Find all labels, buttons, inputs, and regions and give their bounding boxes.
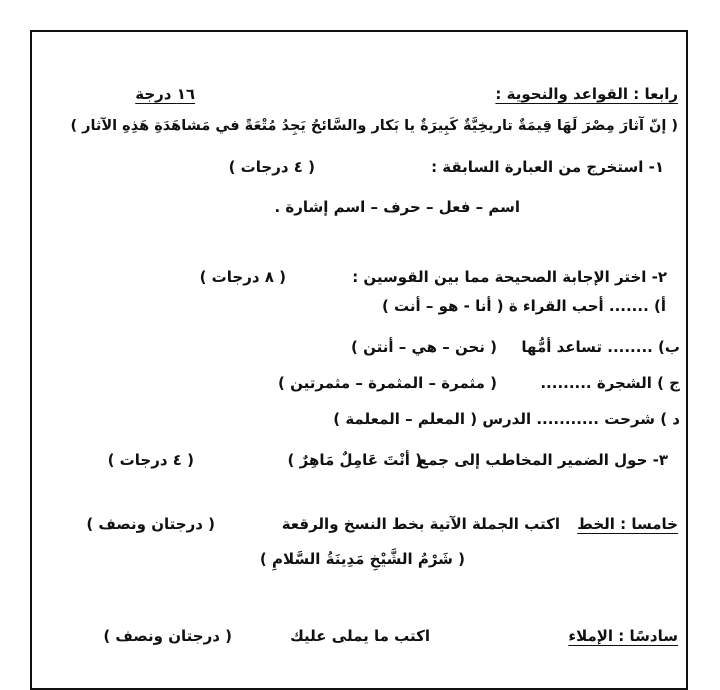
section5-marks: ( درجتان ونصف ) [86, 515, 215, 533]
section5-sentence: ( شَرْمُ الشَّيْخِ مَدِينَةُ السَّلامِ ) [259, 550, 465, 568]
passage: ( إنّ آثارَ مِصْرَ لَهَا قِيمَةٌ تاريخِيَّةٌ كَبِيرَةٌ يا بَكار والسَّائحُ يَجِدُ مُتْعَةً في مَشاهَدَةِ هَذِهِ الآثار ) [70, 118, 678, 134]
q3-text: ٣- حول الضمير المخاطب إلى جمع [417, 451, 668, 469]
section6-marks: ( درجتان ونصف ) [103, 627, 232, 645]
section4-title: رابعا : القواعد والنحوية : [495, 85, 678, 103]
q1-marks: ( ٤ درجات ) [228, 158, 315, 176]
section4-marks: ١٦ درجة [135, 85, 195, 103]
q2-marks: ( ٨ درجات ) [199, 268, 286, 286]
q1-text: ١- استخرج من العبارة السابقة : [431, 158, 664, 176]
q2-a: أ) ....... أحب القراء ة ( أنا - هو – أنت ) [381, 297, 666, 315]
q2-b-options: ( نحن – هي – أنتن ) [351, 338, 497, 356]
q2-d: د ) شرحت ........... الدرس ( المعلم – المعلمة ) [333, 410, 680, 428]
section5-title: خامسا : الخط [577, 515, 678, 533]
q3-sentence: ( أنْتَ عَامِلٌ مَاهِرٌ ) [287, 451, 422, 469]
q2-text: ٢- اختر الإجابة الصحيحة مما بين القوسين : [352, 268, 667, 286]
q1-items: اسم – فعل – حرف – اسم إشارة . [274, 198, 520, 216]
section6-instruction: اكتب ما يملى عليك [290, 627, 430, 645]
section6-title: سادسًا : الإملاء [568, 627, 678, 645]
q2-c-options: ( مثمرة – المثمرة – مثمرتين ) [278, 374, 497, 392]
section5-instruction: اكتب الجملة الآتية بخط النسخ والرقعة [281, 515, 560, 533]
q2-b-text: ب) ........ تساعد أمُّها [521, 338, 680, 356]
q2-c-text: ج ) الشجرة ......... [540, 374, 680, 392]
q3-marks: ( ٤ درجات ) [107, 451, 194, 469]
